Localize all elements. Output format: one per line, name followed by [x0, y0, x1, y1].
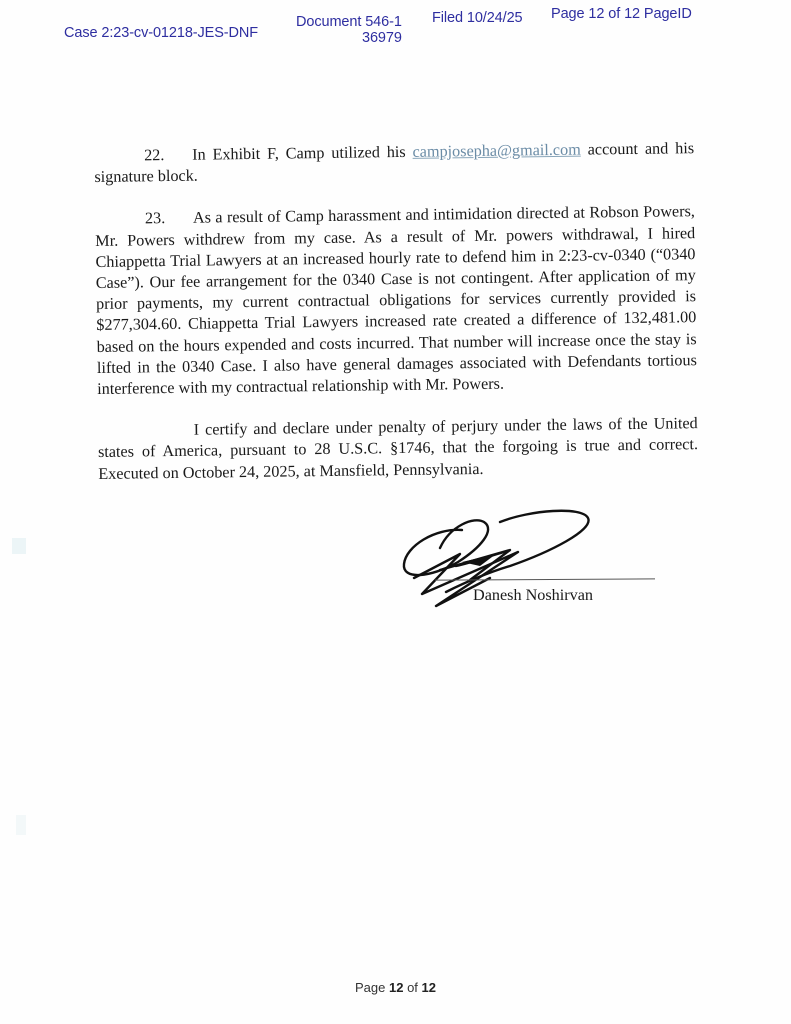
stamp-page-count: Page 12 of 12 PageID — [551, 6, 692, 22]
footer-prefix: Page — [355, 980, 389, 995]
paragraph-number: 22. — [144, 146, 165, 165]
paragraph-text: account and his signature block. — [94, 139, 695, 187]
email-link[interactable]: campjosepha@gmail.com — [412, 140, 581, 161]
certification-text: I certify and declare under penalty of perjury under the laws of the United states of America, pursuant to 28 U.S.C. §1746, that the forgoing is true and correct. Executed on October 24, 2025, at Mansfield, Pennsylvania. — [97, 414, 699, 483]
stamp-filed-date: Filed 10/24/25 — [432, 10, 523, 26]
stamp-pageid-number: 36979 — [362, 30, 402, 46]
paragraph-text: As a result of Camp harassment and intimidation directed at Robson Powers, Mr. Powers withdrew from my case. As a result of Mr. powers withdrawal, I hired Chiappetta Trial Lawyers at an increased hourly rate to defend him in 2:23-cv-0340 (“0340 Case”). Our fee arrangement for the 0340 Case is not contingent. After application of my prior payments, my current contractual obligations for services currently provided is $277,304.60. Chiappetta Trial Lawyers increased rate created a difference of 132,481.00 based on the hours expended and costs incurred. That number will increase once the stay is lifted in the 0340 Case. I also have general damages associated with Defendants tortious interference with my contractual relationship with Mr. Powers. — [95, 202, 697, 399]
paragraph-text: In Exhibit F, Camp utilized his — [192, 142, 413, 164]
certification-paragraph — [98, 413, 699, 484]
paragraph-number: 23. — [144, 209, 166, 228]
footer-separator: of — [403, 980, 422, 995]
page-footer — [0, 980, 791, 995]
footer-current-page: 12 — [388, 980, 404, 995]
stamp-case-number: Case 2:23-cv-01218-JES-DNF — [64, 25, 259, 41]
scan-artifact — [12, 538, 26, 554]
scan-artifact — [16, 815, 26, 835]
paragraph-22 — [94, 138, 695, 188]
paragraph-23 — [95, 202, 697, 401]
declaration-body — [94, 138, 699, 506]
footer-total-pages: 12 — [421, 980, 436, 995]
signatory-name: Danesh Noshirvan — [473, 586, 594, 604]
stamp-document-number: Document 546-1 — [296, 14, 402, 30]
